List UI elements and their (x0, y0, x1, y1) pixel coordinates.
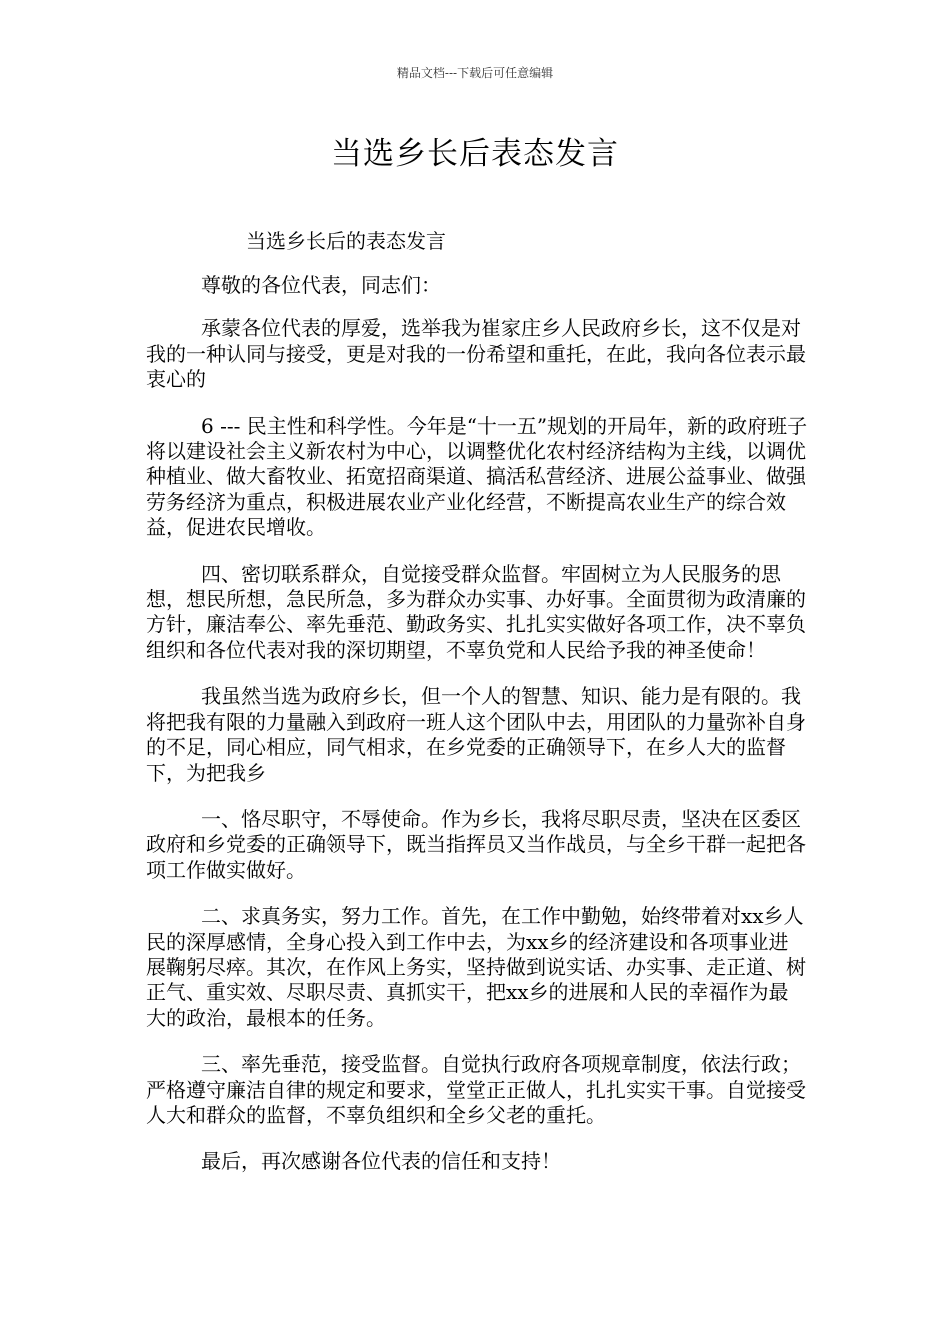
document-title: 当选乡长后表态发言 (331, 136, 619, 172)
document-body (146, 273, 808, 1196)
document-subtitle: 当选乡长后的表态发言 (246, 229, 446, 253)
paragraph: 一、恪尽职守，不辱使命。作为乡长，我将尽职尽责，坚决在区委区政府和乡党委的正确领导下，既当指挥员又当作战员，与全乡干群一起把各项工作做实做好。 (146, 806, 806, 882)
page-header: 精品文档---下载后可任意编辑 (396, 66, 554, 80)
paragraph: 三、率先垂范，接受监督。自觉执行政府各项规章制度，依法行政；严格遵守廉洁自律的规定和要求，堂堂正正做人，扎扎实实干事。自觉接受人大和群众的监督，不辜负组织和全乡父老的重托。 (146, 1052, 806, 1127)
paragraph: 四、密切联系群众，自觉接受群众监督。牢固树立为人民服务的思想，想民所想，急民所急，多为群众办实事、办好事。全面贯彻为政清廉的方针，廉洁奉公、率先垂范、勤政务实、扎扎实实做好各项工作，决不辜负组织和各位代表对我的深切期望，不辜负党和人民给予我的神圣使命！ (146, 561, 806, 662)
paragraph: 承蒙各位代表的厚爱，选举我为崔家庄乡人民政府乡长，这不仅是对我的一种认同与接受，更是对我的一份希望和重托，在此，我向各位表示最衷心的 (146, 316, 806, 392)
paragraph: 二、求真务实，努力工作。首先，在工作中勤勉，始终带着对xx乡人民的深厚感情，全身心投入到工作中去，为xx乡的经济建设和各项事业进展鞠躬尽瘁。其次，在作风上务实，坚持做到说实话、办实事、走正道、树正气、重实效、尽职尽责、真抓实干，把xx乡的进展和人民的幸福作为最大的政治，最根本的任务。 (146, 904, 806, 1030)
paragraph: 6 --- 民主性和科学性。今年是“十一五”规划的开局年，新的政府班子将以建设社会主义新农村为中心，以调整优化农村经济结构为主线，以调优种植业、做大畜牧业、拓宽招商渠道、搞活私营经济、进展公益事业、做强劳务经济为重点，积极进展农业产业化经营，不断提高农业生产的综合效益，促进农民增收。 (146, 413, 808, 540)
paragraph: 我虽然当选为政府乡长，但一个人的智慧、知识、能力是有限的。我将把我有限的力量融入到政府一班人这个团队中去，用团队的力量弥补自身的不足，同心相应，同气相求，在乡党委的正确领导下，在乡人大的监督下，为把我乡 (146, 684, 806, 785)
salutation: 尊敬的各位代表，同志们： (201, 273, 441, 297)
paragraph: 最后，再次感谢各位代表的信任和支持！ (201, 1149, 561, 1174)
